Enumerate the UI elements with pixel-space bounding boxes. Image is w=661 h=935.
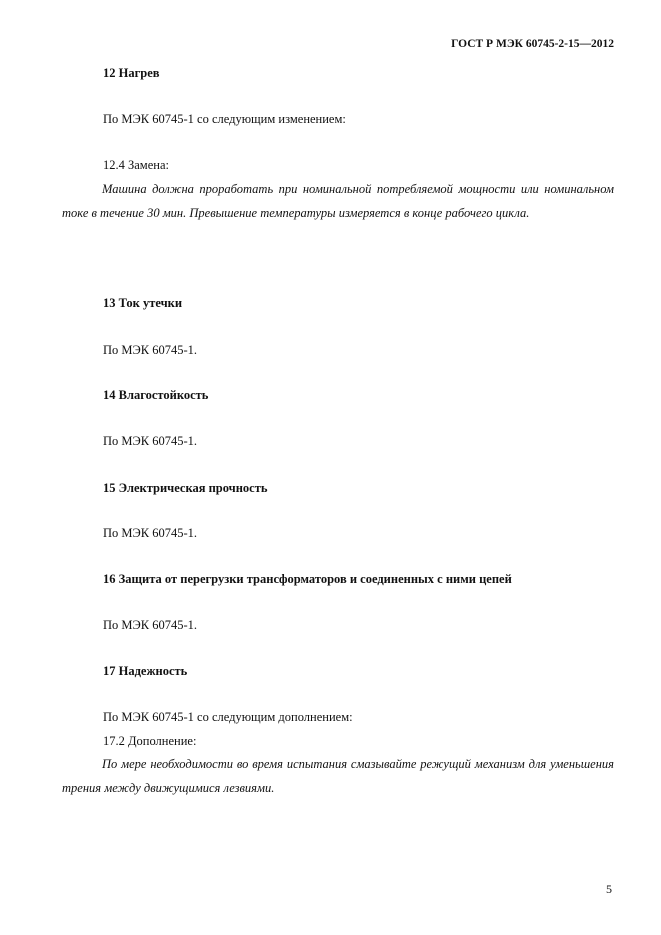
section-13-heading: 13 Ток утечки: [103, 296, 183, 310]
section-15-heading: 15 Электрическая прочность: [103, 481, 268, 495]
section-17-heading: 17 Надежность: [103, 664, 188, 678]
page-number: 5: [606, 882, 612, 896]
section-17-reference: По МЭК 60745-1 со следующим дополнением:: [103, 710, 353, 724]
section-12-heading: 12 Нагрев: [103, 66, 160, 80]
document-code-header: ГОСТ Р МЭК 60745-2-15—2012: [451, 38, 614, 50]
subsection-12-4-label: 12.4 Замена:: [103, 158, 169, 172]
section-12-reference: По МЭК 60745-1 со следующим изменением:: [103, 112, 346, 126]
section-15-reference: По МЭК 60745-1.: [103, 526, 198, 540]
section-13-reference: По МЭК 60745-1.: [103, 343, 198, 357]
section-14-reference: По МЭК 60745-1.: [103, 434, 198, 448]
subsection-17-2-text: По мере необходимости во время испытания смазывайте режущий механизм для уменьшения трения между движущимися лезвиями.: [62, 757, 614, 795]
subsection-12-4-text: Машина должна проработать при номинальной потребляемой мощности или номинальном токе в течение 30 мин. Превышение температуры измеряется в конце рабочего цикла.: [62, 182, 614, 220]
subsection-17-2-label: 17.2 Дополнение:: [103, 734, 197, 748]
section-16-heading: 16 Защита от перегрузки трансформаторов и соединенных с ними цепей: [103, 572, 512, 586]
section-16-reference: По МЭК 60745-1.: [103, 618, 198, 632]
section-14-heading: 14 Влагостойкость: [103, 388, 209, 402]
